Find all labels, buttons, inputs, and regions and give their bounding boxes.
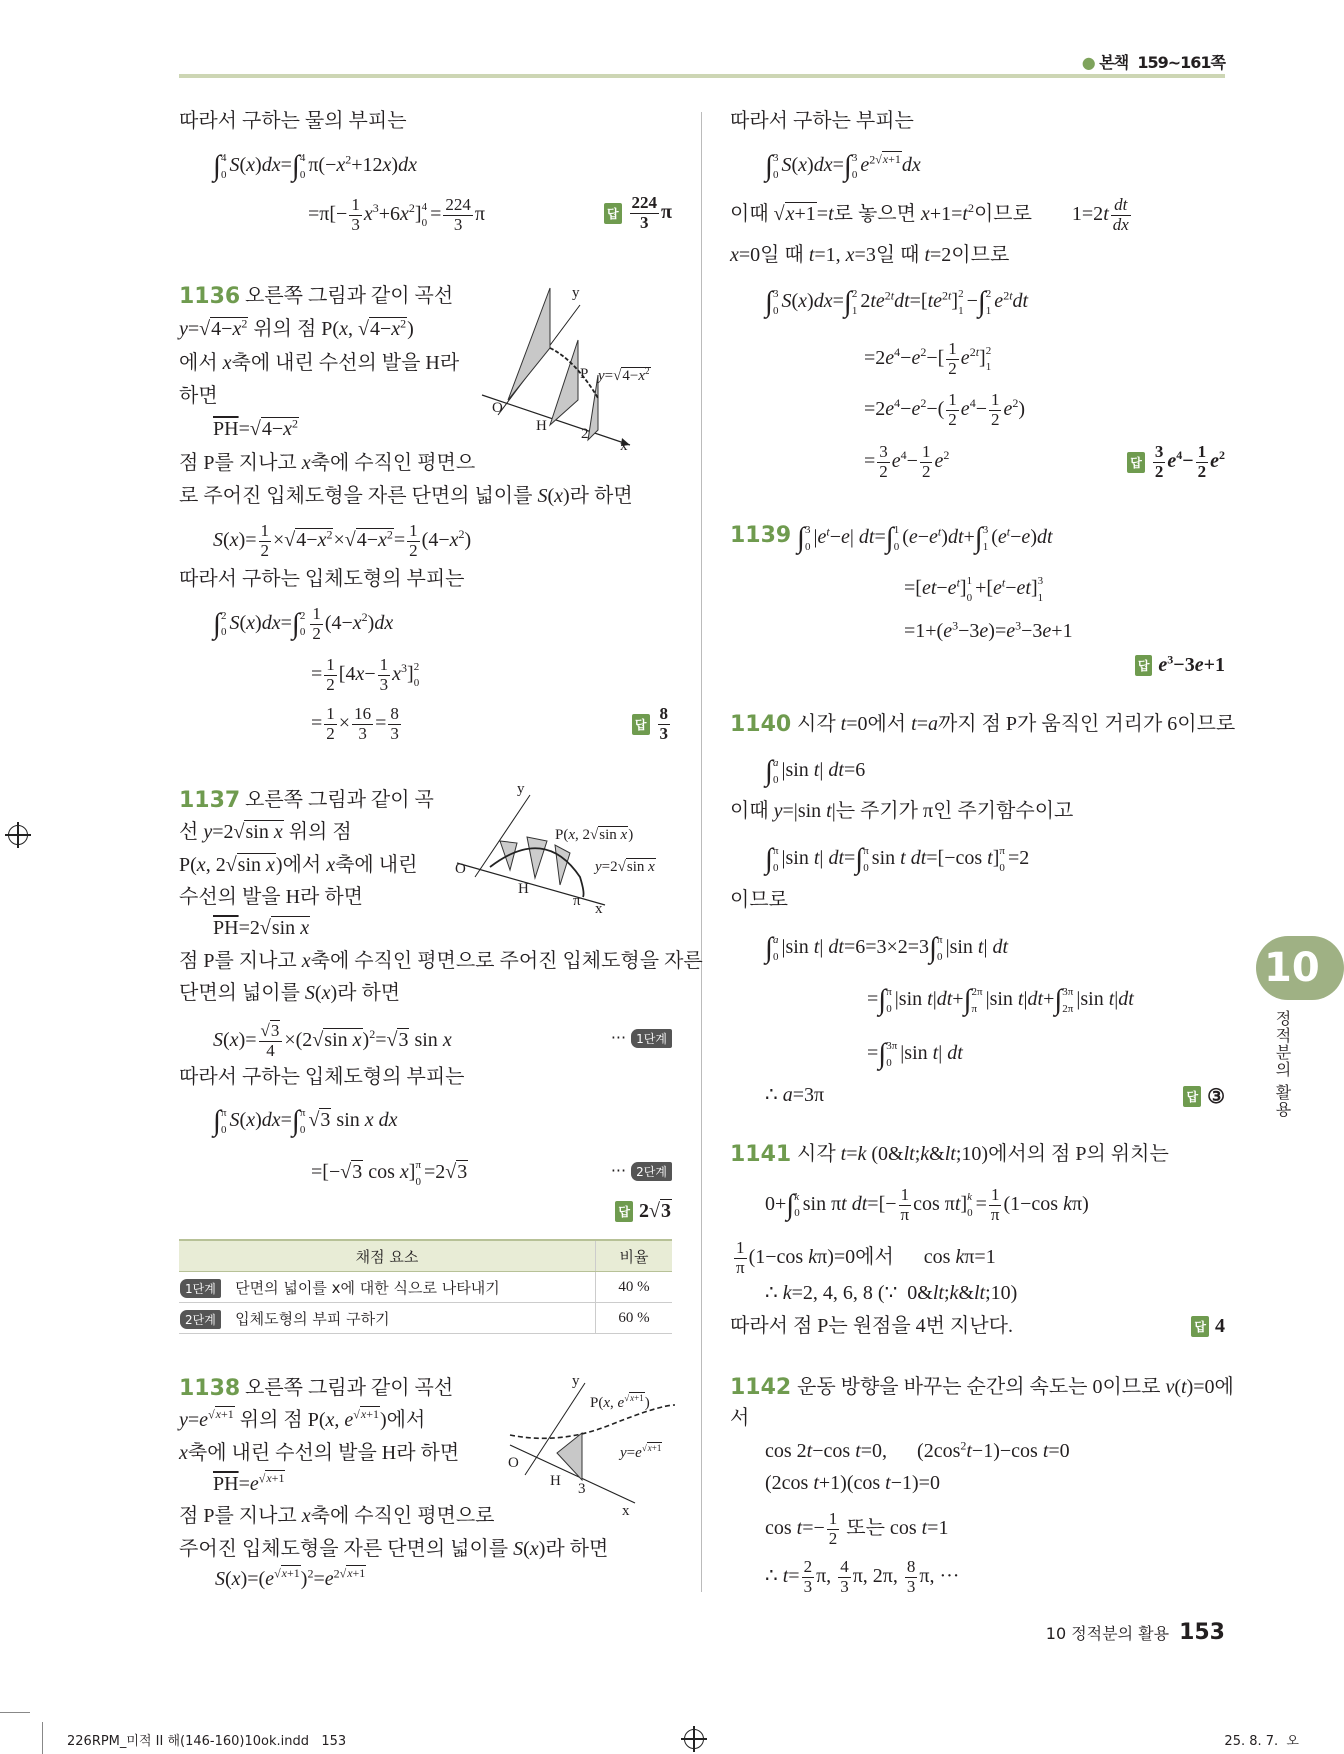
axis-label-y: y — [572, 285, 580, 301]
text-line: 따라서 구하는 부피는 — [730, 110, 914, 132]
text-line: 오른쪽 그림과 같이 곡 — [245, 789, 434, 811]
step-badge: 1단계 — [631, 1029, 672, 1048]
equation: ∫ 3 0 $|e^t-e|$ dt=∫ 1 0 $(e-e^t)dt+\int$ 3 1 $(e^t-e)dt$ — [797, 522, 1053, 555]
text-line: 시각 t=k (0&lt;k&lt;10)에서의 점 P의 위치는 — [797, 1143, 1169, 1165]
registration-mark-icon — [8, 825, 28, 845]
equation: =∫ π 0 |sin t|dt+∫ 2π π |sin t|dt+∫ 3π 2π |sin t|dt — [867, 984, 1134, 1017]
ratio: 40 % — [596, 1272, 673, 1303]
equation: $S(x)=(e^{√x+1})^2=e^{2√x+1}$ — [215, 1566, 366, 1590]
curve-label: $y=√4-x^2$ — [598, 366, 650, 384]
equation: 0+∫ k 0 sin πt dt=[− $\frac{1}{\pi}$ cos πt] k 0 = $\frac{1}{\pi}$ (1−cos kπ) — [765, 1185, 1089, 1224]
answer — [615, 1200, 672, 1223]
equation: ∫ π 0 S(x)dx=∫ π 0 √3 sin x dx — [213, 1105, 398, 1138]
answer-value: ③ — [1207, 1086, 1225, 1108]
tick-label: 2 — [581, 426, 589, 442]
text-line: 따라서 구하는 물의 부피는 — [179, 110, 407, 132]
origin-label: O — [492, 400, 503, 416]
page-range: 159~161쪽 — [1137, 53, 1225, 72]
table-row — [179, 1303, 672, 1334]
crop-mark — [42, 1722, 43, 1754]
tick-label: 3 — [578, 1481, 586, 1497]
step-marker — [611, 1161, 672, 1181]
problem-number: 1141 — [730, 1142, 792, 1167]
slug-filename: 226RPM_미적 II 해(146-160)10ok.indd 153 — [67, 1734, 347, 1749]
text-line: 에서 x축에 내린 수선의 발을 H라 — [179, 352, 460, 374]
axis-label-y: y — [572, 1373, 580, 1389]
equation: = $\frac{1}{2}$ × $\frac{16}{3}$ = $\frac{8}{3}$ — [311, 704, 399, 743]
registration-mark-icon — [684, 1729, 704, 1749]
scoring-item: 단면의 넓이를 x에 대한 식으로 나타내기 — [235, 1278, 500, 1297]
equation: $=1+(e^3-3e)=e^3-3e+1$ — [904, 618, 1073, 642]
answer-value: $\frac{224}{3}$ π — [631, 193, 672, 232]
text-line: 점 P를 지나고 x축에 수직인 평면으로 주어진 입체도형을 자른 — [179, 950, 703, 972]
step-badge: 2단계 — [180, 1310, 221, 1329]
answer-badge: 답 — [1135, 655, 1153, 676]
axis-label-x: x — [620, 438, 628, 454]
solid-diagram — [455, 785, 675, 920]
equation: $=[et-e^t]$ 1 0 $+[e^t-et]$ 3 1 — [904, 575, 1044, 604]
text-line: 점 P를 지나고 x축에 수직인 평면으로 — [179, 1505, 495, 1527]
scoring-item: 입체도형의 부피 구하기 — [235, 1309, 390, 1328]
text-line: x=0일 때 t=1, x=3일 때 t=2이므로 — [730, 244, 1010, 266]
column-header: 채점 요소 — [179, 1240, 596, 1272]
step-badge: 1단계 — [180, 1279, 221, 1298]
text-line: 로 주어진 입체도형을 자른 단면의 넓이를 S(x)라 하면 — [179, 485, 633, 507]
text-line: 따라서 구하는 입체도형의 부피는 — [179, 568, 465, 590]
answer-badge: 답 — [1183, 1086, 1201, 1107]
answer — [1135, 654, 1225, 677]
text-line: 이므로 — [730, 889, 788, 911]
step-marker — [611, 1028, 672, 1048]
text-line: 오른쪽 그림과 같이 곡선 — [245, 285, 454, 307]
point-p-label: P(x, 2√sin x) — [555, 827, 634, 843]
equation: $\frac{1}{\pi}$ (1−cos kπ)=0에서 cos kπ=1 — [736, 1238, 996, 1277]
equation: ∫ 3 0 S(x)dx=∫ 2 1 $2te^{2t}dt=[te^{2t}]$ 2 1 −∫ 2 1 $e^{2t}dt$ — [765, 286, 1029, 319]
text-line: $y=e^{√x+1}$ 위의 점 P(x, $e^{√x+1}$)에서 — [179, 1407, 426, 1431]
problem-number: 1138 — [179, 1376, 241, 1401]
equation: =π[− $\frac{1}{3}$ $x^3+6x^2$] 4 0 = $\frac{224}{3}$ π — [308, 195, 485, 234]
point-h-label: H — [536, 418, 547, 434]
problem-number: 1136 — [179, 284, 241, 309]
problem-number: 1137 — [179, 788, 241, 813]
text-line: $y=√4-x^2$ 위의 점 P(x, $√4-x^2$) — [179, 316, 414, 340]
text-line: 단면의 넓이를 S(x)라 하면 — [179, 982, 401, 1004]
answer — [1183, 1084, 1225, 1109]
pi-label: π — [573, 893, 581, 909]
text-line: P(x, 2√sin x)에서 x축에 내린 — [179, 854, 418, 876]
answer-value: 2√3 — [639, 1200, 671, 1222]
problem-number: 1140 — [730, 712, 792, 737]
point-h-label: H — [518, 881, 529, 897]
figure-1136 — [480, 280, 680, 460]
text-line: 운동 방향을 바꾸는 순간의 속도는 0이므로 v(t)=0에 — [797, 1376, 1234, 1398]
equation: $\overline{PH}=2√\sin$ x — [213, 917, 310, 939]
equation: ∫ 3 0 S(x)dx=∫ 3 0 $e^{2√x+1}dx$ — [765, 150, 921, 183]
equation: ∫ 2 0 S(x)dx=∫ 2 0 $\frac{1}{2}$ $(4-x^2)dx$ — [213, 604, 394, 643]
point-p-label: P — [580, 366, 589, 382]
text-line: x축에 내린 수선의 발을 H라 하면 — [179, 1442, 460, 1464]
scoring-table — [179, 1239, 672, 1334]
text-line: 서 — [730, 1407, 750, 1429]
answer-badge: 답 — [1191, 1316, 1209, 1337]
equation: cos 2t−cos t=0, $(2\cos^2t-1)-\cos$ t=0 — [765, 1438, 1070, 1462]
slug-date: 25. 8. 7. 오 — [1224, 1734, 1299, 1749]
axis-label-y: y — [517, 781, 525, 797]
page-footer — [1046, 1620, 1225, 1645]
equation: $\overline{PH}=√4-x^2$ — [213, 416, 299, 440]
equation: =∫ 3π 0 |sin t| dt — [867, 1038, 963, 1071]
answer-badge: 답 — [1127, 452, 1145, 473]
equation: $=2e^4-e^2-$( $\frac{1}{2}$ $e^4-$ $\frac{1}{2}$ $e^2$) — [864, 390, 1026, 429]
answer — [632, 705, 672, 743]
equation: cos t=− $\frac{1}{2}$ 또는 cos t=1 — [765, 1509, 949, 1548]
page-number: 153 — [1179, 1620, 1225, 1645]
equation: ∴ k=2, 4, 6, 8 (∵ 0&lt;k&lt;10) — [765, 1282, 1018, 1304]
answer-badge: 답 — [632, 714, 650, 735]
answer-badge: 답 — [615, 1201, 633, 1222]
step-badge: 2단계 — [631, 1162, 672, 1181]
text-line: 점 P를 지나고 x축에 수직인 평면으 — [179, 452, 476, 474]
answer — [1191, 1315, 1225, 1338]
figure-1137 — [455, 781, 675, 920]
equation: ∫ π 0 |sin t| dt=∫ π 0 sin t dt=[−cos t] π 0 =2 — [765, 843, 1030, 876]
text-line: 따라서 점 P는 원점을 4번 지난다. — [730, 1315, 1013, 1337]
answer — [604, 194, 672, 232]
problem-number: 1142 — [730, 1375, 792, 1400]
equation: =[−√3 cos x] π 0 =2√3 — [311, 1159, 468, 1188]
chapter-tab[interactable]: 10 — [1256, 936, 1344, 1000]
equation: S(x)= $\frac{1}{2}$ $\times√4-x^2\times√4-x^2=$ $\frac{1}{2}$ $(4-x^2)$ — [213, 521, 472, 560]
curve-label: $y=e^{√x+1}$ — [620, 1443, 662, 1461]
point-h-label: H — [550, 1473, 561, 1489]
equation: $=2e^4-e^2-$[ $\frac{1}{2}$ $e^{2t}$] 2 1 — [864, 339, 992, 378]
answer-value: $\frac{3}{2}$ $e^4-$ $\frac{1}{2}$ $e^2$ — [1154, 442, 1225, 481]
table-header-row — [179, 1240, 672, 1272]
column-header: 비율 — [596, 1240, 673, 1272]
equation: (2cos t+1)(cos t−1)=0 — [765, 1472, 940, 1494]
axis-label-x: x — [622, 1503, 630, 1519]
equation: ∴ t= $\frac{2}{3}$ π, $\frac{4}{3}$ π, 2π, $\frac{8}{3}$ π, ··· — [765, 1557, 960, 1596]
text-line: 하면 — [179, 385, 218, 407]
ratio: 60 % — [596, 1303, 673, 1334]
text-line: 수선의 발을 H라 하면 — [179, 886, 364, 908]
problem-number: 1139 — [730, 523, 792, 548]
book-ref: 본책 — [1099, 53, 1129, 72]
curve-label: y=2√sin x — [595, 859, 655, 875]
footer-chapter: 10 정적분의 활용 — [1045, 1624, 1170, 1643]
text-line: 따라서 구하는 입체도형의 부피는 — [179, 1066, 465, 1088]
equation: ∫ a 0 |sin t| dt=6 — [765, 755, 866, 788]
origin-label: O — [508, 1455, 519, 1471]
text-line: 오른쪽 그림과 같이 곡선 — [245, 1377, 454, 1399]
page-reference — [1082, 50, 1225, 73]
dots: ··· — [610, 1161, 627, 1180]
text-line: 선 y=2√sin x 위의 점 — [179, 821, 352, 843]
equation: ∫ 4 0 S(x)dx=∫ 4 0 $\pi(-x^2+12x)dx$ — [213, 150, 417, 183]
equation: S(x)= $\frac{√3}{4}$ ×(2√sin x)$^2$=√3 sin x — [213, 1021, 452, 1060]
figure-1138 — [500, 1375, 680, 1525]
column-divider — [701, 112, 702, 1592]
answer-badge: 답 — [604, 203, 622, 224]
text-line: 이때 √x+1=t로 놓으면 $x+1=t^2$이므로 1=2t $\frac{dt}{dx}$ — [730, 195, 1129, 234]
chapter-tab-title: 정적분의 활용 — [1273, 1010, 1292, 1119]
point-p-label: P(x, $e^{√x+1}$) — [590, 1393, 650, 1411]
dots: ··· — [610, 1028, 627, 1047]
equation: ∫ a 0 |sin t| dt=6=3×2=3∫ π 0 |sin t| dt — [765, 932, 1009, 965]
axis-label-x: x — [595, 901, 603, 917]
crop-mark — [0, 1712, 30, 1713]
equation: $\overline{PH}=e^{√x+1}$ — [213, 1471, 285, 1495]
origin-label: O — [455, 861, 466, 877]
text-line: 이때 y=|sin t|는 주기가 π인 주기함수이고 — [730, 800, 1074, 822]
equation: = $\frac{3}{2}$ $e^4-$ $\frac{1}{2}$ $e^2$ — [864, 442, 950, 481]
header-rule — [179, 74, 1225, 78]
equation: ∴ a=3π — [765, 1084, 825, 1106]
text-line: 시각 t=0에서 t=a까지 점 P가 움직인 거리가 6이므로 — [797, 713, 1236, 735]
text-line: 주어진 입체도형을 자른 단면의 넓이를 S(x)라 하면 — [179, 1538, 609, 1560]
answer — [1127, 443, 1225, 481]
answer-value: $\frac{8}{3}$ — [659, 704, 668, 743]
equation: = $\frac{1}{2}$ [4x− $\frac{1}{3}$ $x^3$] 2 0 — [311, 655, 420, 694]
table-row — [179, 1272, 672, 1303]
answer-value: 4 — [1215, 1315, 1225, 1337]
bullet-icon: ● — [1081, 53, 1100, 72]
answer-value: $e^3-3e+1$ — [1158, 652, 1225, 676]
